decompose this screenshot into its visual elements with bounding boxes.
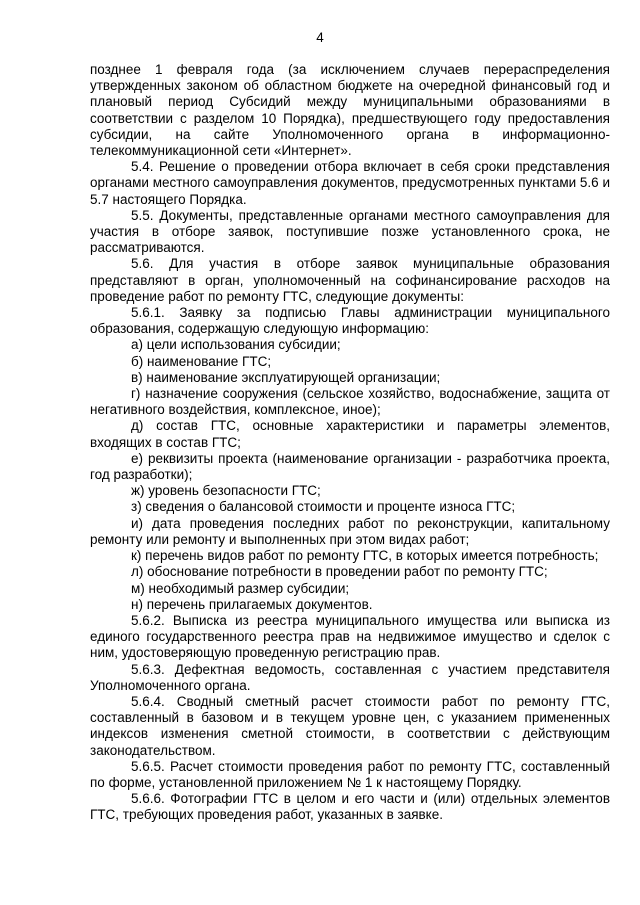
paragraph: ж) уровень безопасности ГТС; (131, 483, 321, 499)
paragraph: в) наименование эксплуатирующей организации; (131, 369, 441, 385)
paragraph: 5.6.4. Сводный сметный расчет стоимости работ по ремонту ГТС, составленный в базовом и в текущем уровне цен, с указанием примененных индексов изменения сметной стоимости, в соответствии с действующим законодательством. (90, 693, 610, 758)
document-body (90, 62, 610, 824)
paragraph: 5.5. Документы, представленные органами местного самоуправления для участия в отборе заявок, поступившие позже установленного срока, не рассматриваются. (90, 207, 610, 256)
paragraph: позднее 1 февраля года (за исключением случаев перераспределения утвержденных законом об областном бюджете на очередной финансовый год и плановый период Субсидий между муниципальными образованиями в соответствии с разделом 10 Порядка), предшествующего году предоставления субсидии, на сайте Уполномоченного органа в информационно-телекоммуникационной сети «Интернет». (90, 62, 610, 159)
paragraph: г) назначение сооружения (сельское хозяйство, водоснабжение, защита от негативного воздействия, комплексное, иное); (90, 386, 610, 418)
paragraph: 5.6.6. Фотографии ГТС в целом и его части и (или) отдельных элементов ГТС, требующих проведения работ, указанных в заявке. (90, 791, 610, 823)
paragraph: к) перечень видов работ по ремонту ГТС, в которых имеется потребность; (131, 548, 599, 564)
paragraph: а) цели использования субсидии; (131, 337, 341, 353)
paragraph: 5.6.1. Заявку за подписью Главы администрации муниципального образования, содержащую следующую информацию: (90, 305, 610, 337)
paragraph: 5.6. Для участия в отборе заявок муниципальные образования представляют в орган, уполномоченный на софинансирование расходов на проведение работ по ремонту ГТС, следующие документы: (90, 256, 610, 304)
paragraph: 5.6.3. Дефектная ведомость, составленная с участием представителя Уполномоченного органа. (90, 661, 610, 693)
paragraph: и) дата проведения последних работ по реконструкции, капитальному ремонту или ремонту и выполненных при этом видах работ; (90, 515, 610, 547)
paragraph: 5.6.2. Выписка из реестра муниципального имущества или выписка из единого государственного реестра прав на недвижимое имущество и сделок с ним, удостоверяющую проведенную регистрацию прав. (90, 612, 610, 661)
paragraph: н) перечень прилагаемых документов. (131, 596, 373, 612)
paragraph: 5.6.5. Расчет стоимости проведения работ по ремонту ГТС, составленный по форме, установленной приложением № 1 к настоящему Порядку. (90, 758, 610, 790)
paragraph: з) сведения о балансовой стоимости и проценте износа ГТС; (131, 499, 516, 515)
page-number: 4 (316, 30, 324, 45)
paragraph: м) необходимый размер субсидии; (131, 580, 350, 596)
paragraph: е) реквизиты проекта (наименование организации - разработчика проекта, год разработки); (90, 450, 610, 483)
paragraph: б) наименование ГТС; (131, 353, 272, 369)
paragraph: д) состав ГТС, основные характеристики и параметры элементов, входящих в состав ГТС; (90, 418, 610, 450)
paragraph: л) обоснование потребности в проведении работ по ремонту ГТС; (131, 564, 548, 580)
paragraph: 5.4. Решение о проведении отбора включает в себя сроки представления органами местного самоуправления документов, предусмотренных пунктами 5.6 и 5.7 настоящего Порядка. (90, 159, 610, 207)
